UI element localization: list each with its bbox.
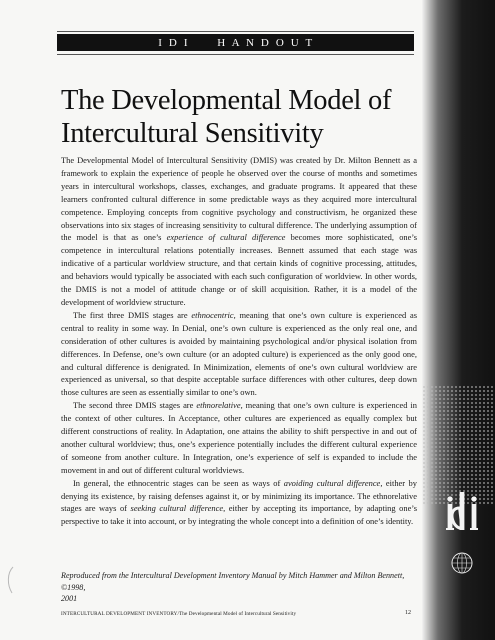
paragraph-1 (61, 154, 417, 309)
p4-emphasis-2: seeking cultural difference (130, 503, 224, 514)
p1-text-a: The Developmental Model of Intercultural Sensitivity (DMIS) was created by Dr. Milton Bennett as a framework to explain the experience of people he observed over the course of months and sometimes years in intercultural workshops, classes, exchanges, and graduate programs. It appeared that these learners confronted cultural difference in some predictable ways as they acquired more intercultural competence. Employing concepts from cognitive psychology and constructivism, he organized these observations into six stages of increasing sensitivity to cultural difference. The underlying assumption of the model is that as one’s (61, 155, 417, 243)
globe-icon (451, 552, 473, 574)
p2-emphasis: ethnocentric (191, 309, 234, 320)
credit-line-1: Reproduced from the Intercultural Development Inventory Manual by Mitch Hammer and Milton Bennett, ©1998, (61, 571, 405, 592)
page-title (61, 84, 421, 150)
margin-mark-icon (5, 565, 17, 595)
running-footer: INTERCULTURAL DEVELOPMENT INVENTORY/The Developmental Model of Intercultural Sensitivity (61, 611, 297, 617)
banner-text: I D I H A N D O U T (158, 36, 313, 49)
title-line-2: Intercultural Sensitivity (61, 118, 324, 149)
handout-banner (57, 34, 414, 51)
p3-text-a: The second three DMIS stages are (73, 400, 197, 411)
idi-logo-icon (444, 486, 484, 546)
credit-line-2: 2001 (61, 594, 78, 604)
banner-rule-top (57, 31, 414, 32)
p1-text-b: becomes more sophisticated, one’s competence in intercultural relations potentially increases. Bennett assumed that each stage was indicative of a particular worldview structure, and that certain kinds of cognitive processing, attitudes, and behaviors would typically be associated with each such configuration of worldview. In other words, the DMIS is not a model of attitude change or of skill acquisition. Rather, it is a model of the development of worldview structure. (61, 232, 418, 307)
p3-emphasis: ethnorelative (196, 400, 241, 411)
p1-emphasis: experience of cultural difference (166, 232, 286, 243)
paragraph-4 (61, 477, 417, 529)
p3-text-b: , meaning that one’s own culture is experienced in the context of other cultures. In Acceptance, other cultures are experienced as equally complex but different constructions of reality. In Adaptation, one attains the ability to shift perspective in and out of another cultural worldview; thus, one’s experience potentially includes the different cultural experience of someone from another culture. In Integration, one’s experience of self is expanded to include the movement in and out of different cultural worldviews. (61, 400, 417, 475)
page-number: 12 (405, 610, 411, 616)
article-body (61, 154, 417, 528)
p2-text-a: The first three DMIS stages are (73, 309, 192, 320)
p2-text-b: , meaning that one’s own culture is experienced as central to reality in some way. In Denial, one’s own culture is experienced as the only real one, and consideration of other cultures is avoided by maintaining psychological and/or physical isolation from differences. In Defense, one’s own culture (or an adopted culture) is experienced as the only good one, and cultural difference is denigrated. In Minimization, elements of one’s own cultural worldview are experienced as universal, so that despite acceptable surface differences with other cultures, deep down those cultures are seen as essentially similar to one’s own. (61, 309, 417, 398)
paragraph-2 (61, 309, 417, 399)
p4-text-b: , either by denying its existence, by raising defenses against it, or by minimizing its importance. The ethnorelative stages are ways of (61, 477, 417, 514)
p4-text-a: In general, the ethnocentric stages can be seen as ways of (73, 477, 284, 488)
p4-text-c: , either by accepting its importance, by adapting one’s perspective to take it into account, or by integrating the whole concept into a definition of one’s identity. (61, 503, 417, 527)
title-line-1: The Developmental Model of (61, 85, 392, 116)
banner-rule-bottom (57, 54, 414, 55)
p4-emphasis-1: avoiding cultural difference (283, 477, 381, 488)
source-credit (61, 570, 421, 605)
paragraph-3 (61, 399, 417, 476)
